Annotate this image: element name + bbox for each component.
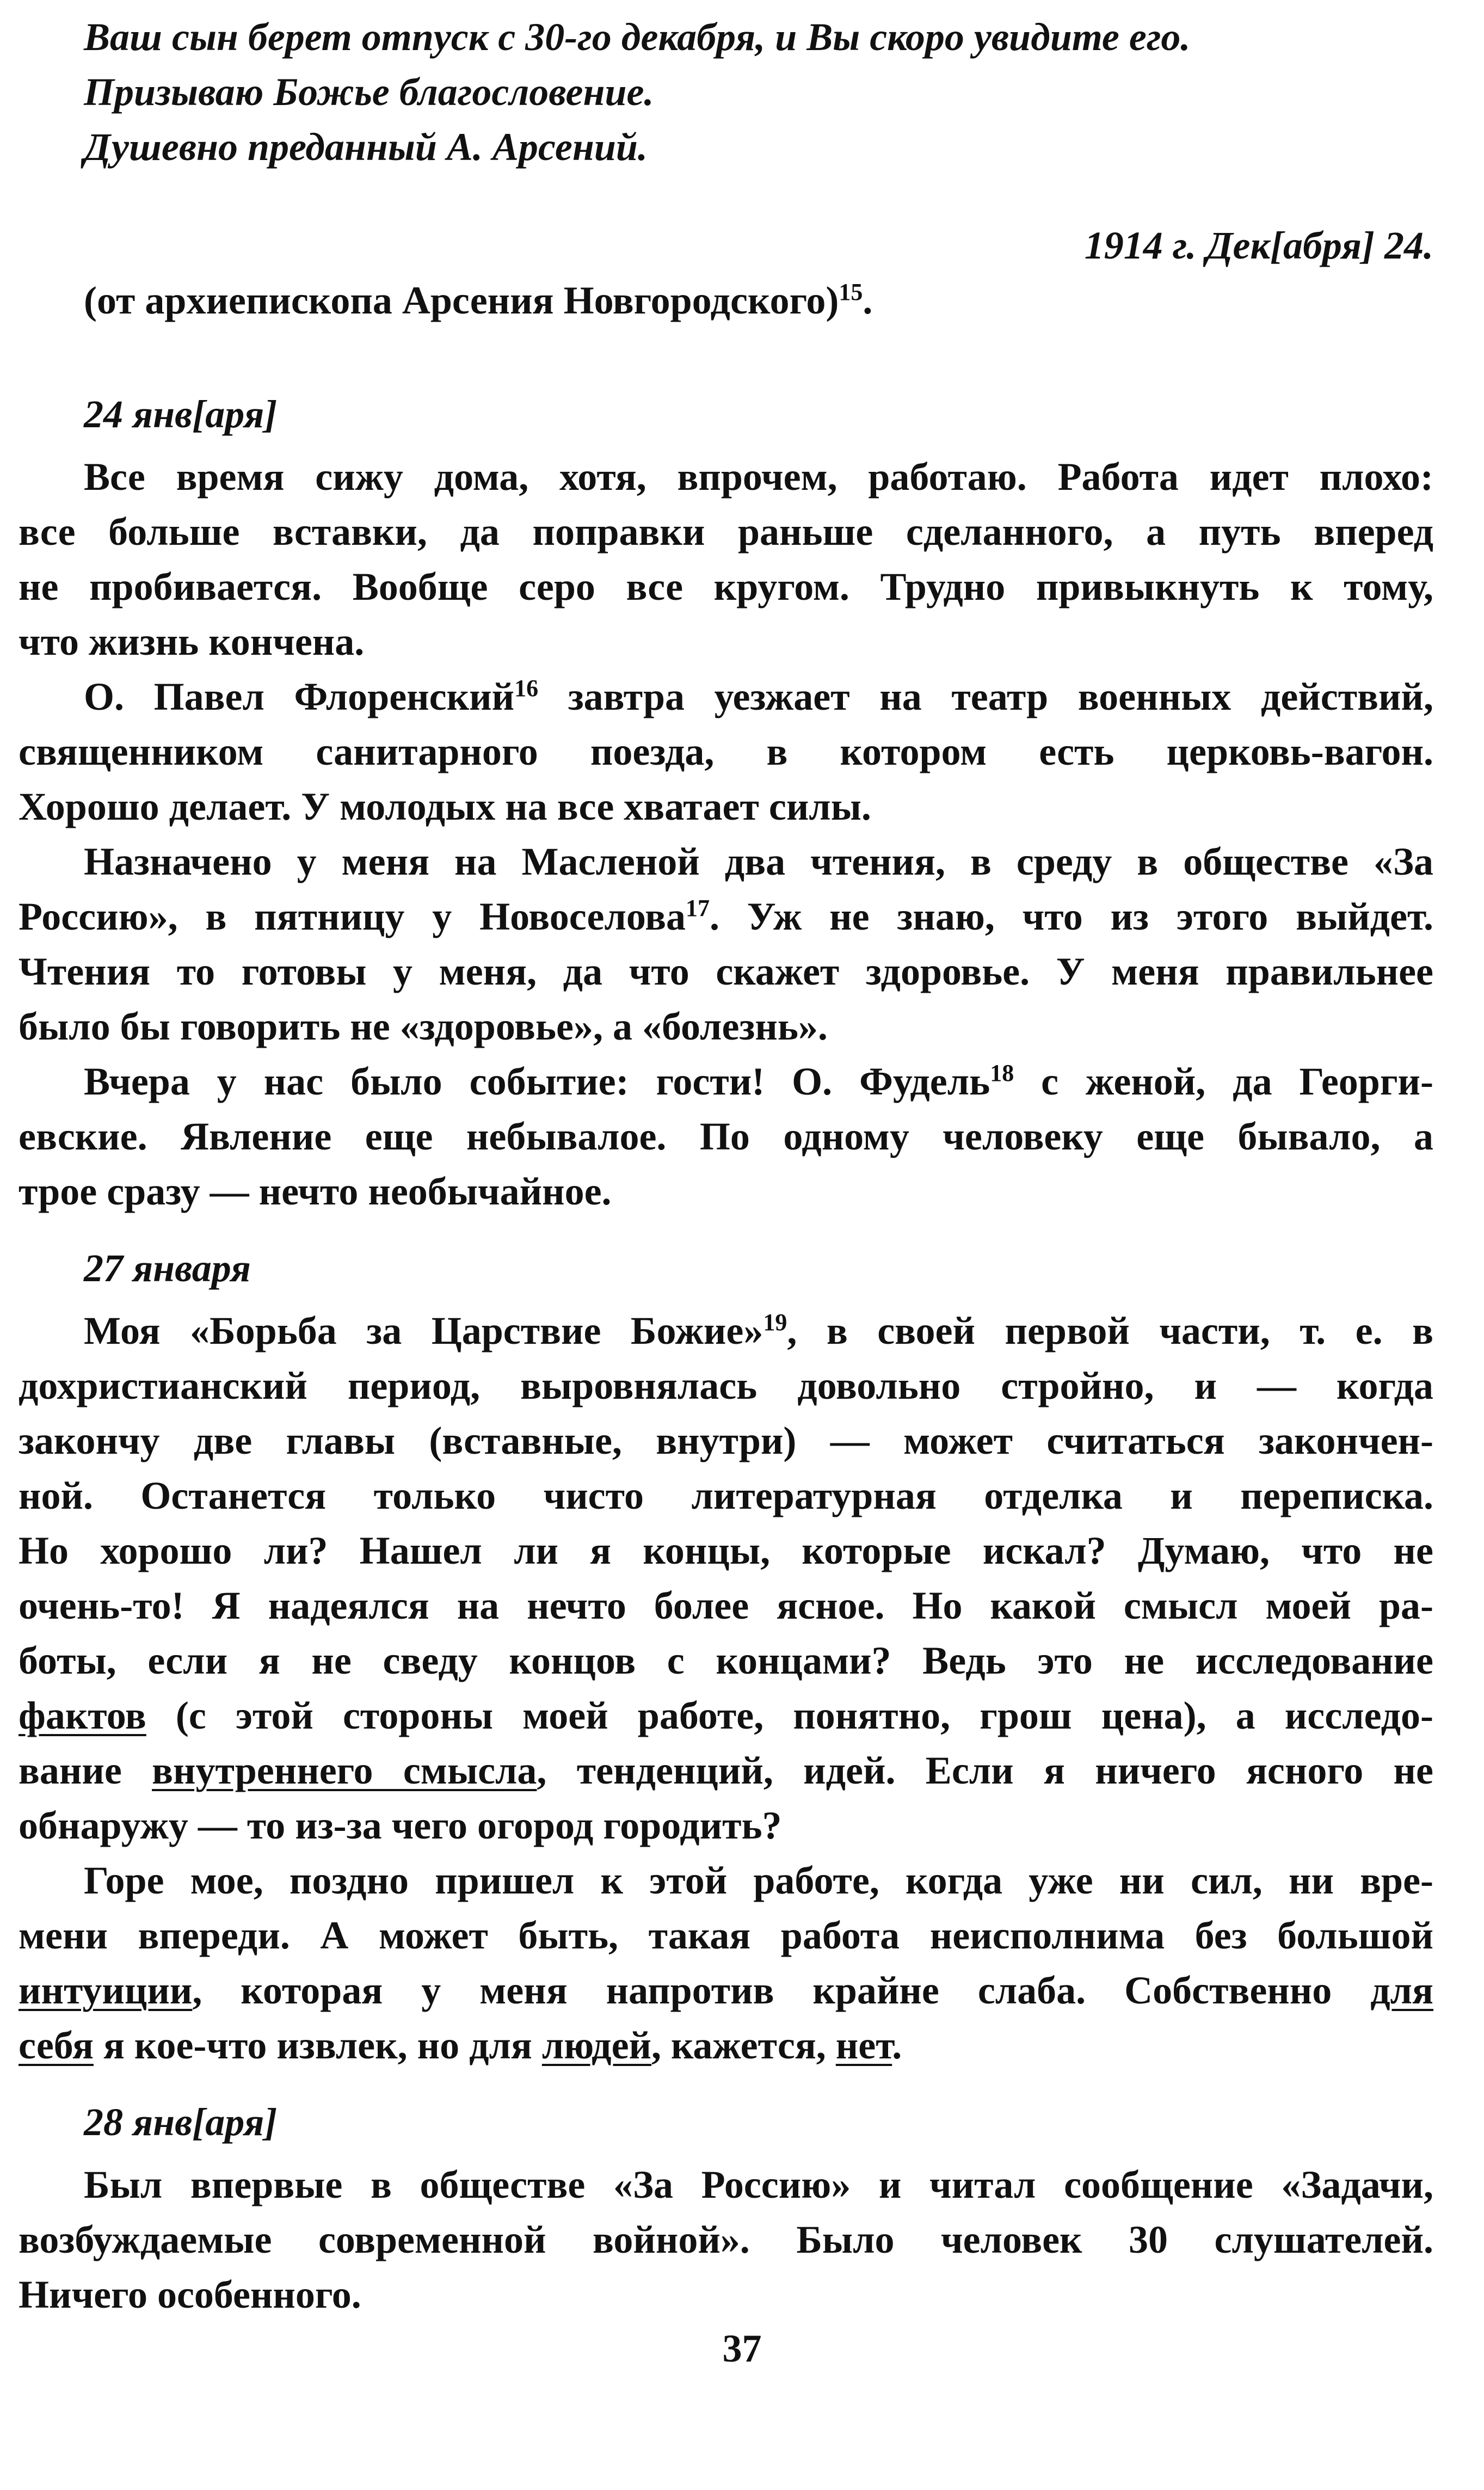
- paragraph: [19, 1304, 1433, 1853]
- underlined-word: людей: [541, 2024, 652, 2067]
- text-segment: Россию», в пятницу у Новоселова: [19, 895, 686, 938]
- underlined-word: для: [1370, 1969, 1433, 2012]
- underlined-word: нет: [835, 2024, 892, 2067]
- text-segment: Моя «Борьба за Царствие Божие»: [84, 1309, 763, 1352]
- text-line: евские. Явление еще небывалое. По одному человеку еще бывало, а: [19, 1115, 1433, 1158]
- entry-date: 24 янв[аря]: [84, 392, 278, 436]
- underlined-word: себя: [19, 2024, 94, 2067]
- text-line: Был впервые в обществе «За Россию» и читал сообщение «Задачи,: [84, 2163, 1433, 2206]
- underlined-word: внутреннего смысла: [152, 1749, 537, 1792]
- letter-date: 1914 г. Дек[абря] 24.: [1084, 224, 1433, 267]
- footnote-ref: 17: [685, 895, 710, 921]
- text-line: Горе мое, поздно пришел к этой работе, когда уже ни сил, ни вре-: [84, 1859, 1433, 1902]
- text-segment: завтра уезжает на театр военных действий,: [538, 675, 1433, 718]
- text-line: дохристианский период, выровнялась довольно стройно, и — когда: [19, 1364, 1433, 1407]
- paragraph: [19, 2157, 1433, 2322]
- text-segment: , которая у меня напротив крайне слаба. Собственно: [192, 1969, 1371, 2012]
- text-line: мени впереди. А может быть, такая работа неисполнима без большой: [19, 1914, 1433, 1957]
- footnote-ref: 15: [839, 279, 863, 305]
- book-page: [19, 10, 1433, 2322]
- text-segment: О. Павел Флоренский: [84, 675, 515, 718]
- letter-line: Ваш сын берет отпуск с 30-го декабря, и Вы скоро увидите его.: [84, 15, 1191, 59]
- paragraph: [19, 1054, 1433, 1219]
- letter-line: Душевно преданный А. Арсений.: [84, 125, 648, 169]
- text-line: все больше вставки, да поправки раньше сделанного, а путь вперед: [19, 510, 1433, 554]
- paragraph: [19, 1853, 1433, 2073]
- text-line: [19, 1963, 1433, 2018]
- text-line: Назначено у меня на Масленой два чтения, в среду в обществе «За: [84, 840, 1433, 883]
- text-segment: я кое-что извлек, но для: [93, 2024, 542, 2067]
- text-line: Ничего особенного.: [19, 2273, 361, 2316]
- text-line: [19, 2018, 1433, 2073]
- text-segment: , кажется,: [651, 2024, 836, 2067]
- text-line: [19, 1688, 1433, 1743]
- text-line: очень-то! Я надеялся на нечто более ясное. Но какой смысл моей ра-: [19, 1584, 1433, 1627]
- text-segment: .: [892, 2024, 902, 2067]
- text-segment: вание: [19, 1749, 152, 1792]
- text-line: что жизнь кончена.: [19, 620, 365, 663]
- text-line: [19, 889, 1433, 944]
- text-line: Чтения то готовы у меня, да что скажет здоровье. У меня правильнее: [19, 950, 1433, 993]
- text-line: [19, 669, 1433, 724]
- paragraph: [19, 669, 1433, 834]
- text-line: Все время сижу дома, хотя, впрочем, работаю. Работа идет плохо:: [84, 455, 1433, 499]
- entry-date: 28 янв[аря]: [84, 2100, 278, 2144]
- underlined-word: интуиции: [19, 1969, 193, 2012]
- letter-source-text: (от архиепископа Арсения Новгородского): [84, 279, 839, 322]
- text-segment: Вчера у нас было событие: гости! О. Фудель: [84, 1060, 990, 1103]
- text-line: боты, если я не сведу концов с концами? Ведь это не исследование: [19, 1639, 1433, 1682]
- text-line: не пробивается. Вообще серо все кругом. Трудно привыкнуть к тому,: [19, 565, 1433, 608]
- underlined-word: фактов: [19, 1694, 146, 1737]
- text-line: Но хорошо ли? Нашел ли я концы, которые искал? Думаю, что не: [19, 1529, 1433, 1572]
- text-segment: (с этой стороны моей работе, понятно, грош цена), а исследо-: [146, 1694, 1433, 1737]
- text-segment: с женой, да Георги-: [1014, 1060, 1434, 1103]
- letter-line: Призываю Божье благословение.: [84, 70, 654, 114]
- text-line: трое сразу — нечто необычайное.: [19, 1170, 612, 1213]
- text-segment: , в своей первой части, т. е. в: [787, 1309, 1433, 1352]
- paragraph: [19, 450, 1433, 669]
- text-line: [19, 1054, 1433, 1109]
- paragraph: [19, 834, 1433, 1054]
- text-line: ной. Останется только чисто литературная отделка и переписка.: [19, 1474, 1433, 1517]
- text-line: Хорошо делает. У молодых на все хватает силы.: [19, 785, 871, 828]
- text-line: закончу две главы (вставные, внутри) — может считаться закончен-: [19, 1419, 1433, 1462]
- text-line: было бы говорить не «здоровье», а «болезнь».: [19, 1005, 828, 1048]
- text-segment: , тенденций, идей. Если я ничего ясного не: [537, 1749, 1433, 1792]
- footnote-ref: 19: [763, 1309, 787, 1336]
- text-line: священником санитарного поезда, в котором есть церковь-вагон.: [19, 730, 1433, 773]
- text-line: обнаружу — то из-за чего огород городить?: [19, 1804, 782, 1847]
- text-segment: . Уж не знаю, что из этого выйдет.: [709, 895, 1433, 938]
- text-line: [19, 1304, 1433, 1358]
- footnote-ref: 16: [514, 675, 539, 702]
- footnote-ref: 18: [990, 1060, 1014, 1086]
- letter-source: [19, 273, 1433, 328]
- text-line: возбуждаемые современной войной». Было человек 30 слушателей.: [19, 2218, 1433, 2261]
- entry-date: 27 января: [84, 1246, 251, 1290]
- page-number: 37: [722, 2327, 762, 2370]
- quoted-letter: [19, 10, 1433, 175]
- letter-source-end: .: [863, 279, 873, 322]
- text-line: [19, 1743, 1433, 1798]
